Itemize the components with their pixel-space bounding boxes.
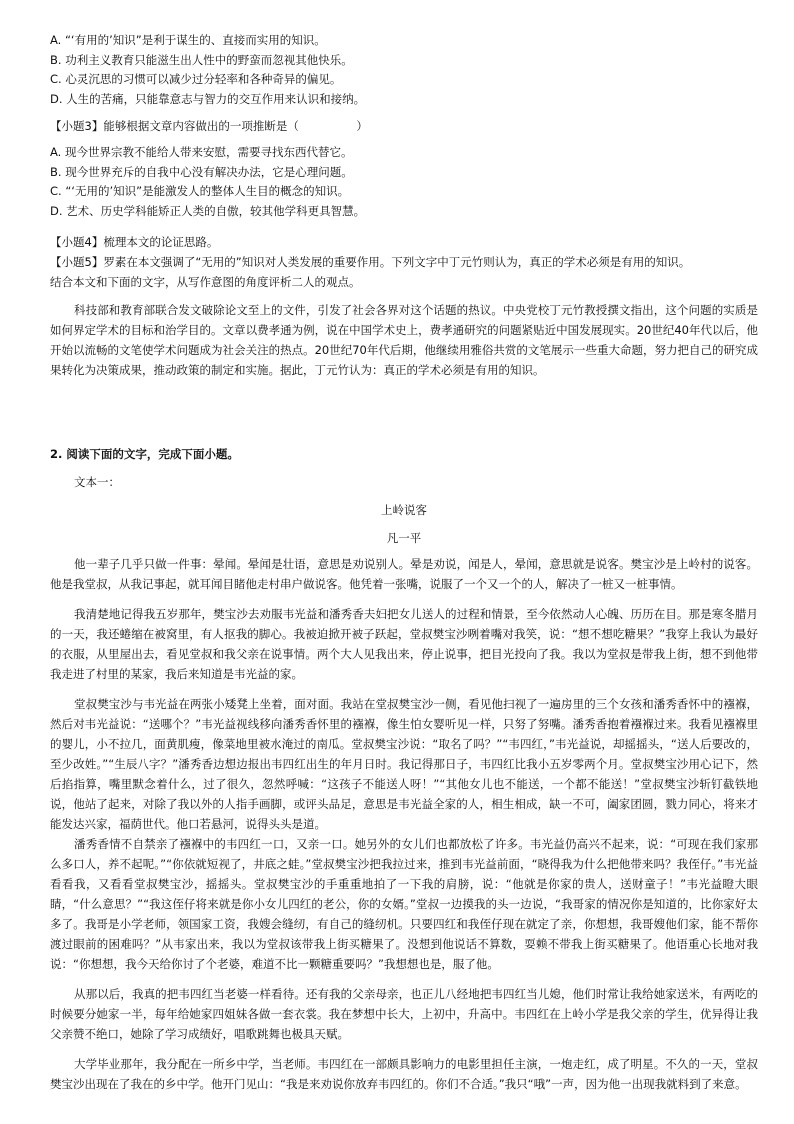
question-3	[50, 116, 758, 220]
text-label: 文本一：	[74, 475, 120, 489]
question-4-title: 【小题4】梳理本文的论证思路。	[50, 235, 219, 249]
story-paragraph: 潘秀香情不自禁亲了襁褓中的韦四红一口，又亲一口。她另外的女儿们也都放松了许多。韦光益仍高兴不起来，说：“可现在我们家那么多口人，养不起呢。”“你依就短视了，井底之蛙。”堂叔樊宝沙把我拉过来，推到韦光益前面，“晓得我为什么把他带来吗？我侄仔。”韦光益看看我，又看看堂叔樊宝沙，摇摇头。堂叔樊宝沙的手重重地拍了一下我的肩膀，说：“他就是你家的贵人，送财童子！”韦光益瞪大眼睛，“什么意思？”“我这侄仔将来就是你小女儿四红的老公，你的女婿。”堂叔一边摸我的头一边说，“我哥家的情况你是知道的，比你家好太多了。我哥是小学老师，领国家工资，我嫂会缝纫，有自己的缝纫机。只要四红和我侄仔现在就定了亲，你想想，我哥嫂他们家，能不帮你渡过眼前的困难吗？”从韦家出来，我以为堂叔该带我上街买糖果了。没想到他说话不算数，耍赖不带我上街买糖果了。他语重心长地对我说：“你想想，我今天给你讨了个老婆，难道不比一颗糖重要吗？”我想想也是，服了他。	[50, 837, 758, 971]
section-2	[50, 444, 758, 1094]
document-page	[50, 30, 758, 1094]
option-c: C. “‘无用的’知识”是能激发人的整体人生目的概念的知识。	[50, 184, 350, 198]
question-2-options	[50, 30, 758, 108]
story-paragraph: 大学毕业那年，我分配在一所乡中学，当老师。韦四红在一部颇具影响力的电影里担任主演，一炮走红，成了明星。不久的一天，堂叔樊宝沙出现在了我在的乡中学。他开门见山：“我是来劝说你放弃韦四红的。你们不合适。”我只“哦”一声，因为他一出现我就料到了来意。	[50, 1057, 758, 1091]
story-paragraph: 从那以后，我真的把韦四红当老婆一样看待。还有我的父亲母亲，也正儿八经地把韦四红当儿媳，他们时常让我给她家送米，有两吃的时候要分她家一半，每年给她家四姐妹各做一套衣裳。我在梦想中长大，上初中，升高中。韦四红在上岭小学是我父亲的学生，优异得让我父亲赞不绝口，她除了学习成绩好，唱歌跳舞也极具天赋。	[50, 987, 758, 1041]
option-b: B. 现今世界充斥的自我中心没有解决办法，它是心理问题。	[50, 164, 353, 179]
story-title: 上岭说客	[381, 503, 427, 517]
question-5-title: 【小题5】罗素在本文强调了“无用的”知识对人类发展的重要作用。下列文字中丁元竹则认为，真正的学术必须是有用的知识。	[50, 255, 691, 269]
story-paragraph: 我清楚地记得我五岁那年，樊宝沙去劝服韦光益和潘秀香夫妇把女儿送人的过程和情景，至今依然动人心魄、历历在目。那是寒冬腊月的一天，我还蜷缩在被窝里，有人抠我的脚心。我被迫掀开被子跃起，堂叔樊宝沙咧着嘴对我笑，说：“想不想吃糖果？”我穿上我认为最好的衣服，从里屋出去，看见堂叔和我父亲在说事情。两个大人见我出来，停止说事，把目光投向了我。我以为堂叔是带我上街，想不到他带我走进了村里的某家，我后来知道是韦光益的家。	[50, 607, 758, 681]
question-5-material: 科技部和教育部联合发文破除论文至上的文件，引发了社会各界对这个话题的热议。中央党校丁元竹教授撰文指出，这个问题的实质是如何界定学术的目标和治学目的。文章以费孝通为例，说在中国学术史上，费孝通研究的问题紧贴近中国发展现实。20世纪40年代以后，他开始以流畅的文笔使学术问题成为社会关注的热点。20世纪70年代后期，他继续用雅俗共赏的文笔展示一些重大命题，努力把自己的研究成果转化为决策成果，推动政策的制定和实施。据此，丁元竹认为：真正的学术必须是有用的知识。	[50, 303, 758, 377]
story-author: 凡一平	[386, 531, 422, 545]
option-d: D. 艺术、历史学科能矫正人类的自傲，较其他学科更具智慧。	[50, 203, 366, 218]
question-5-instruction: 结合本文和下面的文字，从写作意图的角度评析二人的观点。	[50, 275, 361, 289]
question-3-title: 【小题3】能够根据文章内容做出的一项推断是（ ）	[50, 119, 368, 133]
option-a: A. “‘有用的’知识”是利于谋生的、直接而实用的知识。	[50, 33, 326, 47]
section-heading: 2. 阅读下面的文字，完成下面小题。	[50, 447, 239, 461]
story-paragraph: 他一辈子几乎只做一件事：晕闻。晕闻是壮语，意思是劝说别人。晕是劝说，闻是人，晕闻，意思就是说客。樊宝沙是上岭村的说客。他是我堂叔，从我记事起，就耳闻目睹他走村串户做说客。他凭着一张嘴，说服了一个又一个的人，解决了一桩又一桩事情。	[50, 557, 758, 591]
option-b: B. 功利主义教育只能滋生出人性中的野蛮而忽视其他快乐。	[50, 52, 353, 67]
option-d: D. 人生的苦痛，只能靠意志与智力的交互作用来认识和接纳。	[50, 91, 366, 106]
option-a: A. 现今世界宗教不能给人带来安慰，需要寻找东西代替它。	[50, 145, 353, 159]
option-c: C. 心灵沉思的习惯可以减少过分轻率和各种奇异的偏见。	[50, 72, 342, 86]
story-paragraph: 堂叔樊宝沙与韦光益在两张小矮凳上坐着，面对面。我站在堂叔樊宝沙一侧，看见他扫视了一遍房里的三个女孩和潘秀香怀中的襁褓，然后对韦光益说：“送哪个？”韦光益视线移向潘秀香怀里的襁褓，像生怕女婴听见一样，只努了努嘴。潘秀香抱着襁褓过来。我看见襁褓里的婴儿，小不拉几，面黄肌瘦，像菜地里被水淹过的南瓜。堂叔樊宝沙说：“取名了吗？”“韦四红，”韦光益说，却摇摇头，“送人后要改的，至少改姓。”“生辰八字？”潘秀香边想边报出韦四红出生的年月日时。我记得那日子，韦四红比我小五岁零两个月。堂叔樊宝沙用心记下，然后掐指算，嘴里默念着什么，过了很久，忽然呼喊：“这孩子不能送人呀！”“其他女儿也不能送，一个都不能送！”堂叔樊宝沙斩钉截铁地说，他站了起来，对除了我以外的人指手画脚，或评头品足，意思是韦光益全家的人，相生相成，缺一不可，阖家团圆，戮力同心，将来才能发达兴家，福荫世代。他口若悬河，说得头头是道。	[50, 697, 758, 831]
